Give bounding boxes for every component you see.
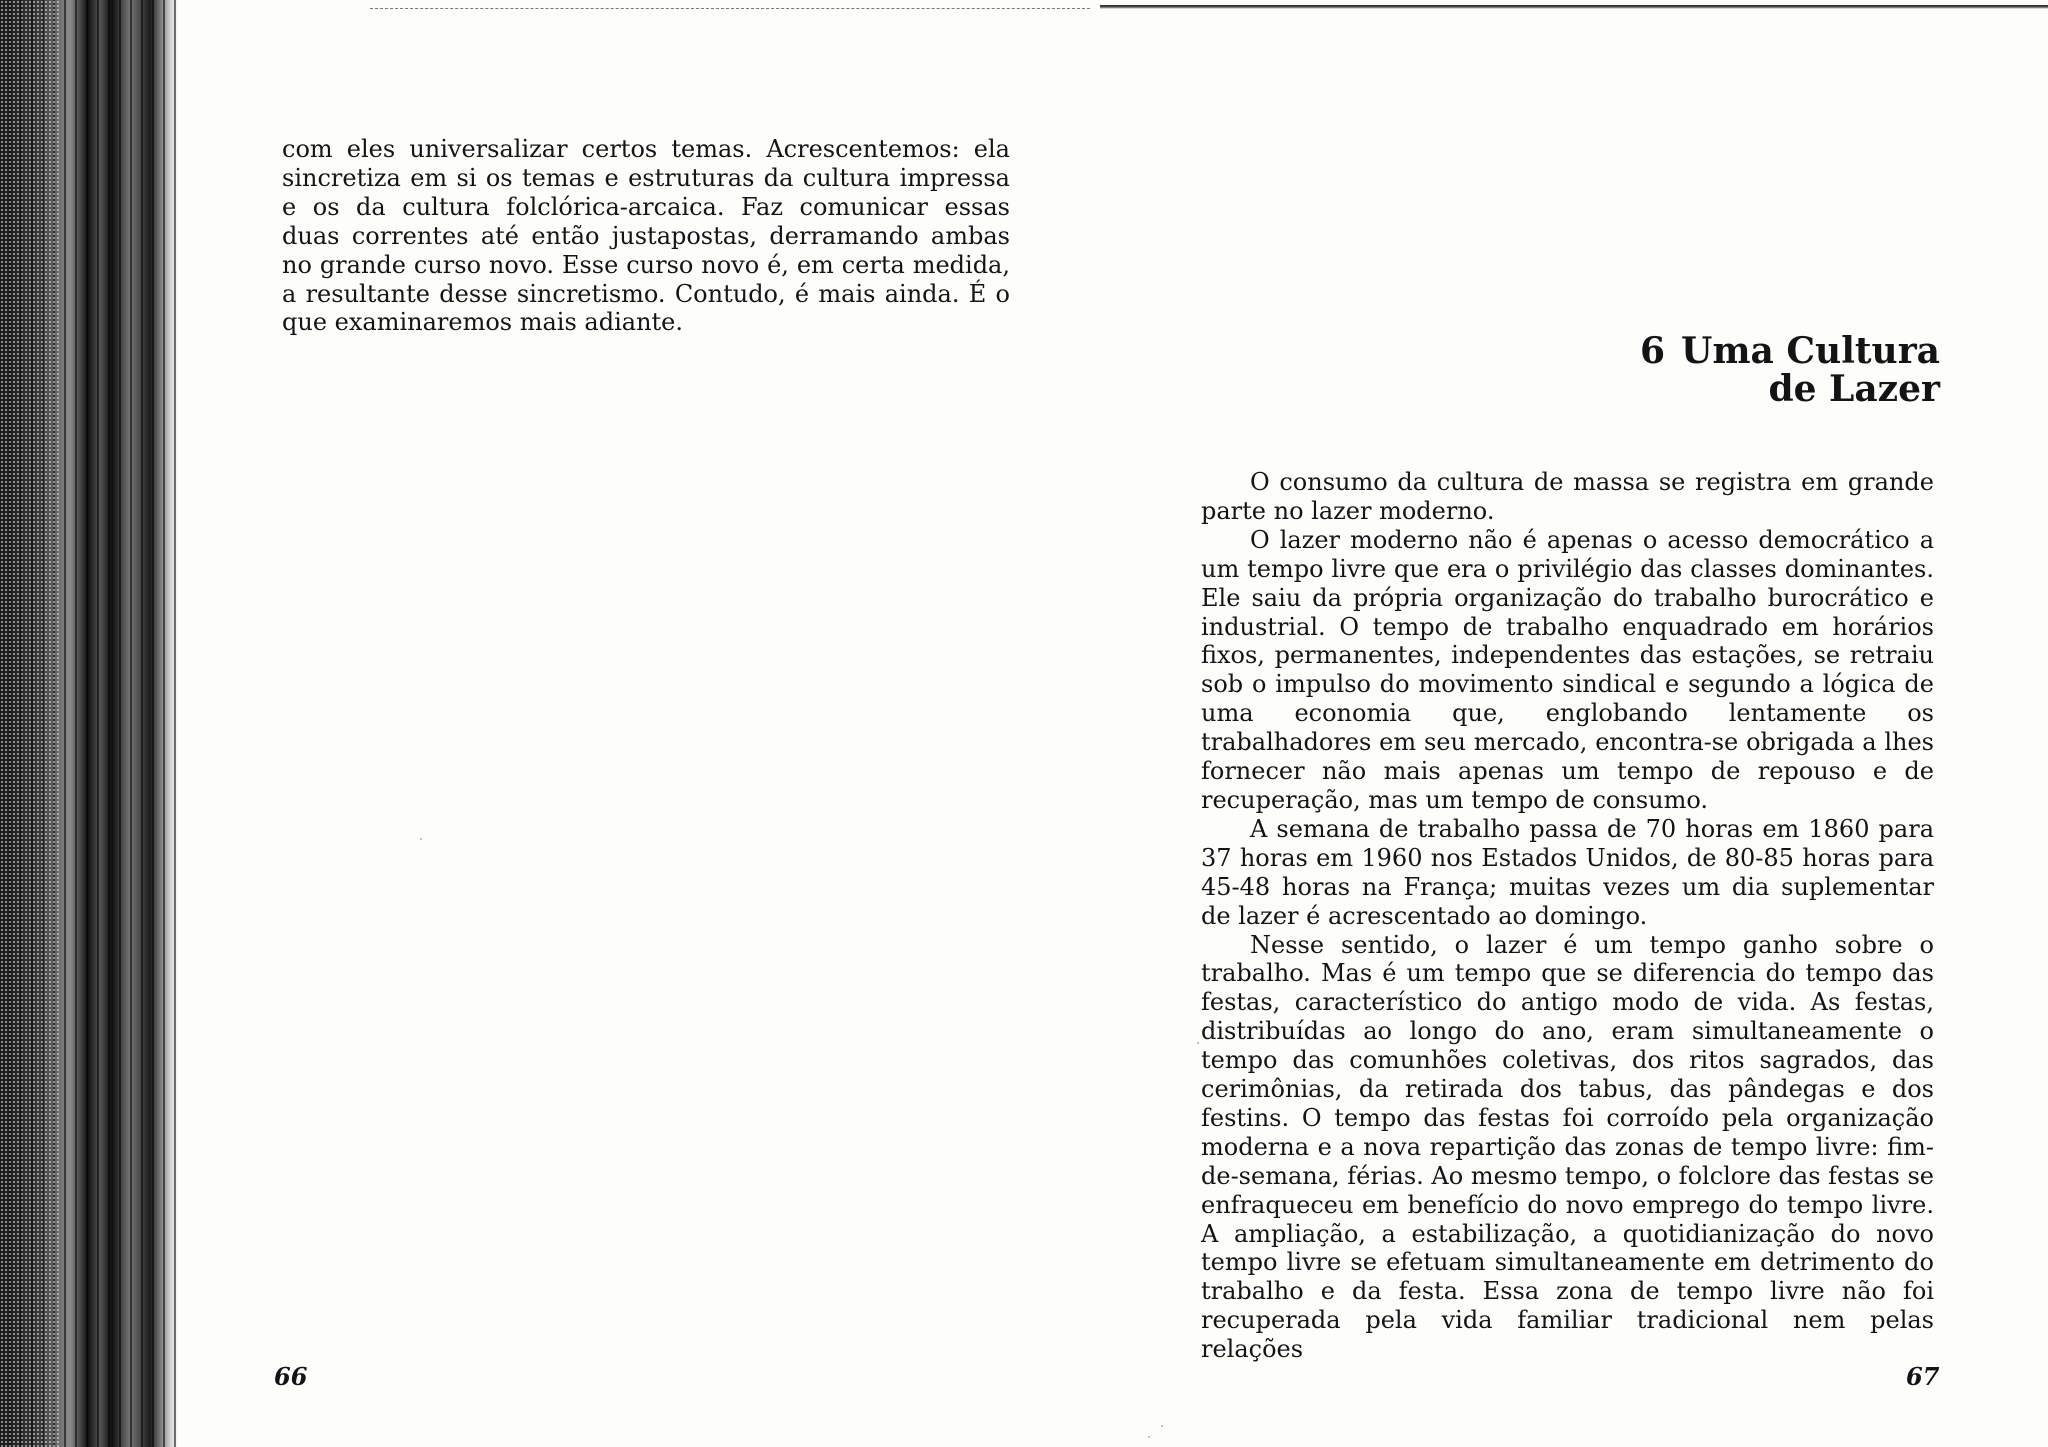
scan-speck — [1161, 1425, 1163, 1427]
paragraph: Nesse sentido, o lazer é um tempo ganho sobre o trabalho. Mas é um tempo que se diferencia do tempo das festas, característico do antigo modo de vida. As festas, distribuídas ao longo do ano, eram simultaneamente o tempo das comunhões coletivas, dos ritos sagrados, das cerimônias, da retirada dos tabus, das pândegas e dos festins. O tempo das festas foi corroído pela organização moderna e a nova repartição das zonas de tempo livre: fim-de-semana, férias. Ao mesmo tempo, o folclore das festas se enfraqueceu em benefício do novo emprego do tempo livre. A ampliação, a estabilização, a quotidianização do novo tempo livre se efetuam simultaneamente em detrimento do trabalho e da festa. Essa zona de tempo livre não foi recuperada pela vida familiar tradicional nem pelas relações — [1201, 930, 1934, 1364]
scan-speck — [1148, 1436, 1150, 1438]
left-page-body — [282, 135, 1010, 337]
top-edge-rule-left — [370, 8, 1090, 9]
chapter-title-line-2: de Lazer — [1768, 368, 1940, 410]
chapter-heading — [1640, 332, 1940, 408]
binding-texture — [0, 0, 60, 1447]
paragraph: O lazer moderno não é apenas o acesso democrático a um tempo livre que era o privilégio das classes dominantes. Ele saiu da própria organização do trabalho burocrático e industrial. O tempo de trabalho enquadrado em horários fixos, permanentes, independentes das estações, se retraiu sob o impulso do movimento sindical e segundo a lógica de uma economia que, englobando lentamente os trabalhadores em seu mercado, encontra-se obrigada a lhes fornecer não mais apenas um tempo de repouso e de recuperação, mas um tempo de consumo. — [1201, 525, 1934, 814]
page-number-left: 66 — [274, 1362, 308, 1391]
top-edge-rule-right — [1100, 5, 2048, 9]
page-number-right: 67 — [1906, 1362, 1940, 1391]
scan-speck — [420, 838, 422, 840]
paragraph: A semana de trabalho passa de 70 horas em 1860 para 37 horas em 1960 nos Estados Unidos, de 80-85 horas para 45-48 horas na França; muitas vezes um dia suplementar de lazer é acrescentado ao domingo. — [1201, 814, 1934, 930]
chapter-title-line-1: Uma Cultura — [1681, 330, 1940, 372]
right-page-body — [1201, 468, 1934, 1364]
paragraph: com eles universalizar certos temas. Acrescentemos: ela sincretiza em si os temas e estruturas da cultura impressa e os da cultura folclórica-arcaica. Faz comunicar essas duas correntes até então justapostas, derramando ambas no grande curso novo. Esse curso novo é, em certa medida, a resultante desse sincretismo. Contudo, é mais ainda. É o que examinaremos mais adiante. — [282, 135, 1010, 337]
chapter-number: 6 — [1640, 330, 1666, 372]
paragraph: O consumo da cultura de massa se registra em grande parte no lazer moderno. — [1201, 468, 1934, 525]
scan-speck — [1197, 1042, 1199, 1044]
